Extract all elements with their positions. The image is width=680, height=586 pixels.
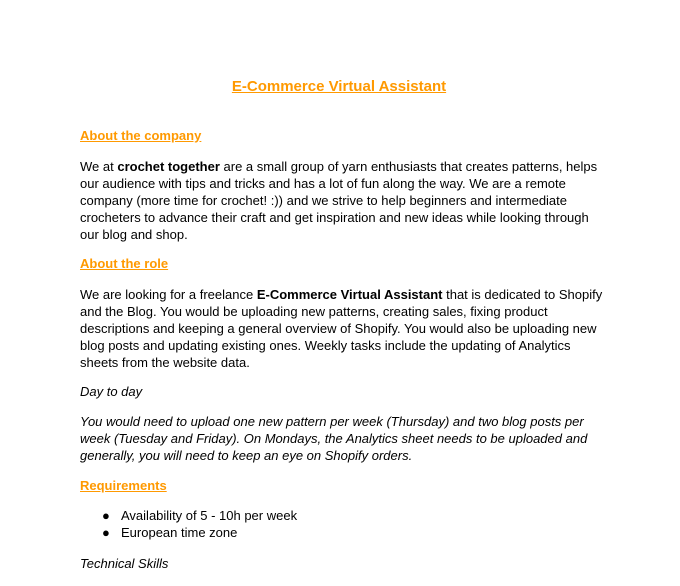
technical-skills-label: Technical Skills [80,556,169,571]
day-to-day-label: Day to day [80,384,143,399]
list-item [80,508,297,525]
day-to-day-paragraph: You would need to upload one new pattern per week (Thursday) and two blog posts per week (Tuesday and Friday). On Mondays, the Analytics sheet needs to be uploaded and generally, you will need to keep an eye on Shopify orders. [80,414,588,463]
about-company-text-rest: are a small group of yarn enthusiasts that creates patterns, helps our audience with tips and tricks and has a lot of fun along the way. We are a remote company (more time for crochet! :)) and we strive to help beginners and intermediate crocheters to advance their craft and get inspiration and new ideas while looking through our blog and shop. [80,159,598,242]
about-role-text-start: We are looking for a freelance [80,287,257,302]
about-role-text-rest: that is dedicated to Shopify and the Blog. You would be uploading new patterns, creating sales, fixing product descriptions and keeping a general overview of Shopify. You would also be uploading new blog posts and updating existing ones. Weekly tasks include the updating of Analytics sheets from the website data. [80,287,603,370]
about-company-heading: About the company [80,128,202,143]
about-role-paragraph [80,286,610,371]
requirement-text: European time zone [121,524,238,540]
company-name: crochet together [117,159,220,174]
list-item [80,525,297,542]
document-title: E-Commerce Virtual Assistant [231,78,447,95]
requirements-list [80,508,297,541]
bullet-icon: ● [102,508,110,523]
requirements-heading: Requirements [80,478,167,493]
role-name: E-Commerce Virtual Assistant [256,287,443,302]
about-company-text-start: We at [80,159,118,174]
bullet-icon: ● [102,524,110,540]
about-company-paragraph [80,158,610,243]
about-role-heading: About the role [80,256,169,271]
requirement-text: Availability of 5 - 10h per week [121,508,298,523]
